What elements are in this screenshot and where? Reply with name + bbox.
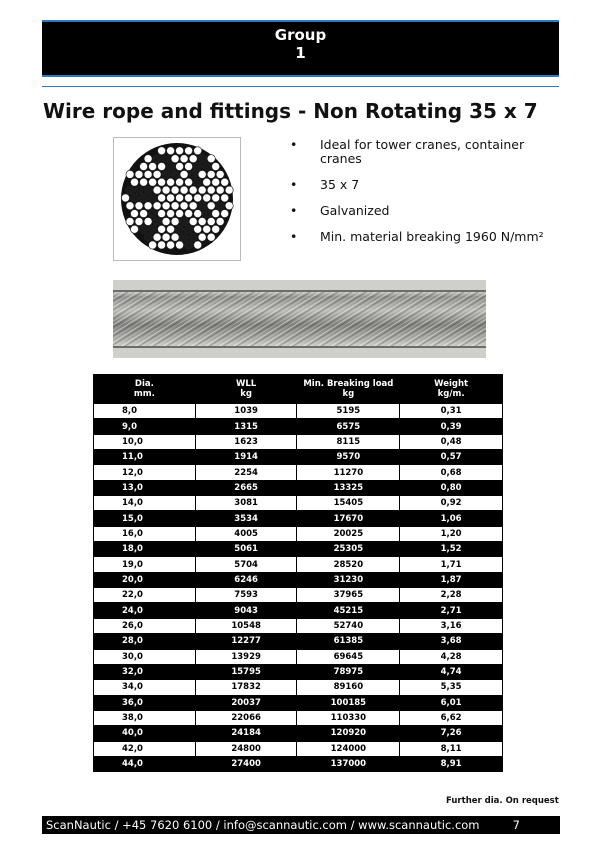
- cell-dia: 36,0: [94, 695, 196, 710]
- cell-weight: 0,31: [400, 404, 503, 419]
- cell-mbl: 8115: [297, 434, 400, 449]
- cell-dia: 22,0: [94, 588, 196, 603]
- cell-dia: 16,0: [94, 526, 196, 541]
- cell-dia: 19,0: [94, 557, 196, 572]
- title-regular: Non Rotating 35 x 7: [313, 99, 538, 123]
- cell-mbl: 13325: [297, 480, 400, 495]
- cell-dia: 42,0: [94, 741, 196, 756]
- cell-weight: 4,28: [400, 649, 503, 664]
- cell-mbl: 89160: [297, 680, 400, 695]
- cell-mbl: 28520: [297, 557, 400, 572]
- table-row: [94, 419, 503, 434]
- table-row: [94, 434, 503, 449]
- cell-mbl: 20025: [297, 526, 400, 541]
- cell-dia: 20,0: [94, 572, 196, 587]
- cell-weight: 0,48: [400, 434, 503, 449]
- table-row: [94, 465, 503, 480]
- column-header-breaking-load: Min. Breaking load kg: [297, 375, 400, 404]
- cell-dia: 40,0: [94, 726, 196, 741]
- cell-wll: 20037: [195, 695, 297, 710]
- cell-wll: 13929: [195, 649, 297, 664]
- further-dia-note: Further dia. On request: [446, 796, 559, 806]
- cell-mbl: 17670: [297, 511, 400, 526]
- cell-dia: 14,0: [94, 496, 196, 511]
- cell-wll: 10548: [195, 618, 297, 633]
- table-row: [94, 572, 503, 587]
- column-header-wll: WLL kg: [195, 375, 297, 404]
- cell-weight: 0,92: [400, 496, 503, 511]
- cell-weight: 8,91: [400, 756, 503, 771]
- cell-wll: 3081: [195, 496, 297, 511]
- cell-mbl: 69645: [297, 649, 400, 664]
- cell-wll: 15795: [195, 664, 297, 679]
- cell-weight: 1,87: [400, 572, 503, 587]
- page-title: [43, 99, 538, 123]
- cell-dia: 18,0: [94, 542, 196, 557]
- cell-wll: 1315: [195, 419, 297, 434]
- group-number: 1: [295, 44, 306, 62]
- table-row: [94, 649, 503, 664]
- cell-weight: 1,20: [400, 526, 503, 541]
- cell-wll: 4005: [195, 526, 297, 541]
- cell-mbl: 6575: [297, 419, 400, 434]
- cell-dia: 30,0: [94, 649, 196, 664]
- table-row: [94, 511, 503, 526]
- cell-dia: 32,0: [94, 664, 196, 679]
- cell-wll: 1914: [195, 450, 297, 465]
- group-label: Group: [274, 26, 327, 44]
- table-row: [94, 695, 503, 710]
- cell-weight: 0,68: [400, 465, 503, 480]
- cell-dia: 10,0: [94, 434, 196, 449]
- cell-wll: 2254: [195, 465, 297, 480]
- table-row: [94, 526, 503, 541]
- cell-dia: 44,0: [94, 756, 196, 771]
- cell-wll: 12277: [195, 634, 297, 649]
- cell-wll: 6246: [195, 572, 297, 587]
- cell-mbl: 9570: [297, 450, 400, 465]
- cell-dia: 34,0: [94, 680, 196, 695]
- table-row: [94, 664, 503, 679]
- cell-mbl: 61385: [297, 634, 400, 649]
- cell-mbl: 137000: [297, 756, 400, 771]
- cell-dia: 24,0: [94, 603, 196, 618]
- feature-item: • 35 x 7: [290, 178, 560, 192]
- cell-wll: 5704: [195, 557, 297, 572]
- cell-wll: 27400: [195, 756, 297, 771]
- cell-wll: 22066: [195, 710, 297, 725]
- table-row: [94, 756, 503, 771]
- cell-dia: 26,0: [94, 618, 196, 633]
- feature-item: • Min. material breaking 1960 N/mm²: [290, 230, 560, 244]
- title-rule: [42, 86, 559, 87]
- cell-mbl: 120920: [297, 726, 400, 741]
- table-row: [94, 726, 503, 741]
- cell-dia: 13,0: [94, 480, 196, 495]
- table-row: [94, 741, 503, 756]
- cell-weight: 5,35: [400, 680, 503, 695]
- rope-photo: [113, 280, 486, 358]
- cell-weight: 6,01: [400, 695, 503, 710]
- cell-wll: 9043: [195, 603, 297, 618]
- page-footer: [42, 816, 560, 834]
- cell-weight: 0,39: [400, 419, 503, 434]
- cell-weight: 1,06: [400, 511, 503, 526]
- cell-wll: 24800: [195, 741, 297, 756]
- cell-weight: 2,28: [400, 588, 503, 603]
- cell-dia: 12,0: [94, 465, 196, 480]
- cell-weight: 1,71: [400, 557, 503, 572]
- cell-weight: 6,62: [400, 710, 503, 725]
- cell-wll: 3534: [195, 511, 297, 526]
- cell-mbl: 25305: [297, 542, 400, 557]
- rope-photo-drawing: [113, 280, 486, 358]
- table-row: [94, 710, 503, 725]
- cell-wll: 1623: [195, 434, 297, 449]
- cell-dia: 11,0: [94, 450, 196, 465]
- cell-dia: 9,0: [94, 419, 196, 434]
- cross-section-drawing: [114, 138, 240, 260]
- group-header: [42, 22, 559, 75]
- table-row: [94, 557, 503, 572]
- table-row: [94, 634, 503, 649]
- cell-weight: 2,71: [400, 603, 503, 618]
- cell-dia: 15,0: [94, 511, 196, 526]
- cell-dia: 38,0: [94, 710, 196, 725]
- cell-weight: 8,11: [400, 741, 503, 756]
- cell-mbl: 110330: [297, 710, 400, 725]
- cell-wll: 5061: [195, 542, 297, 557]
- specification-table: [93, 374, 503, 772]
- cell-mbl: 5195: [297, 404, 400, 419]
- column-header-weight: Weight kg/m.: [400, 375, 503, 404]
- cell-weight: 4,74: [400, 664, 503, 679]
- cell-dia: 8,0: [94, 404, 196, 419]
- cell-mbl: 78975: [297, 664, 400, 679]
- feature-item: • Galvanized: [290, 204, 560, 218]
- cell-mbl: 31230: [297, 572, 400, 587]
- column-header-dia: Dia. mm.: [94, 375, 196, 404]
- cell-wll: 24184: [195, 726, 297, 741]
- table-header-row: [94, 375, 503, 404]
- table-row: [94, 542, 503, 557]
- cell-mbl: 100185: [297, 695, 400, 710]
- page-number: 7: [512, 818, 520, 832]
- rope-cross-section-image: [113, 137, 241, 261]
- table-row: [94, 588, 503, 603]
- table-row: [94, 480, 503, 495]
- cell-wll: 7593: [195, 588, 297, 603]
- cell-wll: 1039: [195, 404, 297, 419]
- cell-mbl: 45215: [297, 603, 400, 618]
- table-row: [94, 404, 503, 419]
- cell-weight: 1,52: [400, 542, 503, 557]
- cell-weight: 0,57: [400, 450, 503, 465]
- cell-mbl: 11270: [297, 465, 400, 480]
- cell-weight: 0,80: [400, 480, 503, 495]
- cell-weight: 3,16: [400, 618, 503, 633]
- feature-list: [290, 138, 560, 256]
- cell-wll: 2665: [195, 480, 297, 495]
- table-row: [94, 603, 503, 618]
- table-row: [94, 618, 503, 633]
- table-row: [94, 496, 503, 511]
- table-row: [94, 450, 503, 465]
- cell-mbl: 52740: [297, 618, 400, 633]
- cell-weight: 3,68: [400, 634, 503, 649]
- cell-mbl: 37965: [297, 588, 400, 603]
- feature-item: • Ideal for tower cranes, container cranes: [290, 138, 560, 166]
- footer-contact: ScanNautic / +45 7620 6100 / info@scannautic.com / www.scannautic.com: [46, 818, 480, 832]
- table-row: [94, 680, 503, 695]
- cell-mbl: 15405: [297, 496, 400, 511]
- cell-wll: 17832: [195, 680, 297, 695]
- cell-weight: 7,26: [400, 726, 503, 741]
- cell-dia: 28,0: [94, 634, 196, 649]
- header-bottom-rule: [42, 75, 559, 77]
- cell-mbl: 124000: [297, 741, 400, 756]
- title-bold: Wire rope and fittings -: [43, 99, 307, 123]
